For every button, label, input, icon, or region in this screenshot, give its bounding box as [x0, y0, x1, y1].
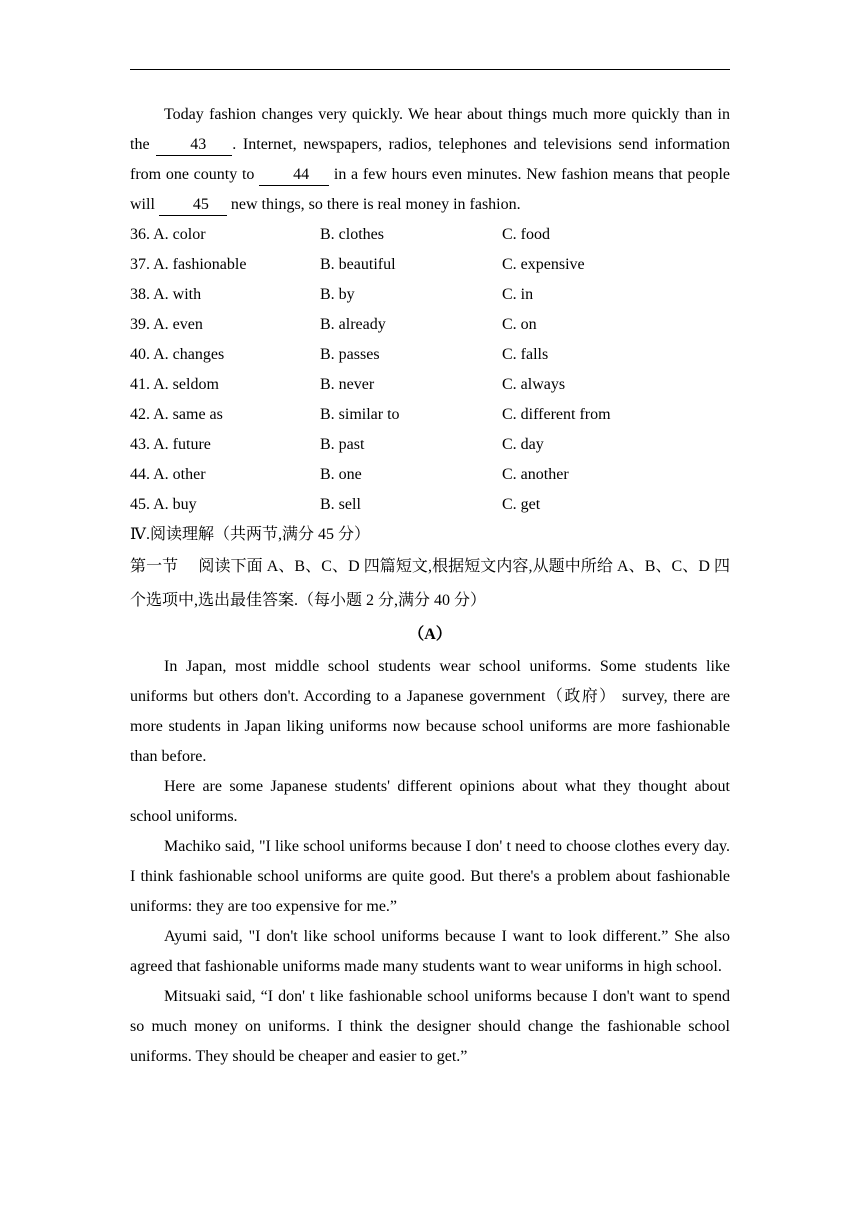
- passage-paragraph: In Japan, most middle school students wear school uniforms. Some students like uniforms but others don't. According to a Japanese government（政府） survey, there are more students in Japan liking uniforms now because school uniforms are more fashionable than before.: [130, 658, 730, 765]
- option-a: 40. A. changes: [130, 346, 225, 363]
- option-b: B. one: [320, 466, 362, 483]
- passage-paragraph: Mitsuaki said, “I don' t like fashionable school uniforms because I don't want to spend so much money on uniforms. I think the designer should change the fashionable school uniforms. They should be cheaper and easier to get.”: [130, 988, 730, 1065]
- question-options-37: [130, 250, 730, 280]
- option-b: B. sell: [320, 496, 361, 513]
- passage-text: in a few hours even minutes. New fashion means that people will: [130, 166, 730, 213]
- option-c: C. food: [502, 226, 550, 243]
- option-c: C. expensive: [502, 256, 585, 273]
- question-options-38: [130, 280, 730, 310]
- question-options-44: [130, 460, 730, 490]
- cloze-passage-end: [130, 100, 730, 220]
- option-a: 44. A. other: [130, 466, 206, 483]
- question-options-45: [130, 490, 730, 520]
- page-content: [130, 100, 730, 1072]
- option-a: 39. A. even: [130, 316, 203, 333]
- option-b: B. similar to: [320, 406, 400, 423]
- option-c: C. different from: [502, 406, 611, 423]
- passage-paragraph: Machiko said, "I like school uniforms because I don' t need to choose clothes every day. I think fashionable school uniforms are quite good. But there's a problem about fashionable uniforms: they are too expensive for me.”: [130, 838, 730, 915]
- option-c: C. another: [502, 466, 569, 483]
- section-heading: Ⅳ.阅读理解（共两节,满分 45 分）: [130, 526, 370, 543]
- passage-text: . Internet, newspapers, radios, telephones and televisions send information from one county to: [130, 136, 730, 183]
- passage-paragraph: Here are some Japanese students' different opinions about what they thought about school uniforms.: [130, 778, 730, 825]
- options-list: [130, 220, 730, 520]
- option-c: C. always: [502, 376, 566, 393]
- blank-45: 45: [159, 195, 227, 216]
- question-options-36: [130, 220, 730, 250]
- option-a: 37. A. fashionable: [130, 256, 247, 273]
- option-c: C. on: [502, 316, 537, 333]
- option-b: B. by: [320, 286, 355, 303]
- question-options-42: [130, 400, 730, 430]
- option-c: C. in: [502, 286, 534, 303]
- passage-title: （A）: [408, 626, 452, 643]
- section-instruction: 第一节 阅读下面 A、B、C、D 四篇短文,根据短文内容,从题中所给 A、B、C、D 四个选项中,选出最佳答案.（每小题 2 分,满分 40 分）: [130, 558, 730, 609]
- option-b: B. already: [320, 316, 386, 333]
- option-a: 42. A. same as: [130, 406, 223, 423]
- option-a: 43. A. future: [130, 436, 211, 453]
- option-b: B. past: [320, 436, 365, 453]
- option-a: 38. A. with: [130, 286, 202, 303]
- option-b: B. never: [320, 376, 375, 393]
- passage-text: Today fashion changes very quickly. We hear about things much more quickly than in the: [130, 106, 730, 153]
- option-a: 36. A. color: [130, 226, 206, 243]
- question-options-40: [130, 340, 730, 370]
- question-options-43: [130, 430, 730, 460]
- option-c: C. get: [502, 496, 541, 513]
- header-rule: [130, 69, 730, 70]
- passage-paragraph: Ayumi said, "I don't like school uniforms because I want to look different.” She also agreed that fashionable uniforms made many students want to wear uniforms in high school.: [130, 928, 730, 975]
- question-options-39: [130, 310, 730, 340]
- blank-43: 43: [156, 135, 232, 156]
- option-b: B. passes: [320, 346, 380, 363]
- option-a: 41. A. seldom: [130, 376, 219, 393]
- option-b: B. clothes: [320, 226, 384, 243]
- option-b: B. beautiful: [320, 256, 396, 273]
- option-a: 45. A. buy: [130, 496, 197, 513]
- option-c: C. day: [502, 436, 544, 453]
- option-c: C. falls: [502, 346, 549, 363]
- blank-44: 44: [259, 165, 329, 186]
- question-options-41: [130, 370, 730, 400]
- passage-text: new things, so there is real money in fashion.: [226, 196, 521, 213]
